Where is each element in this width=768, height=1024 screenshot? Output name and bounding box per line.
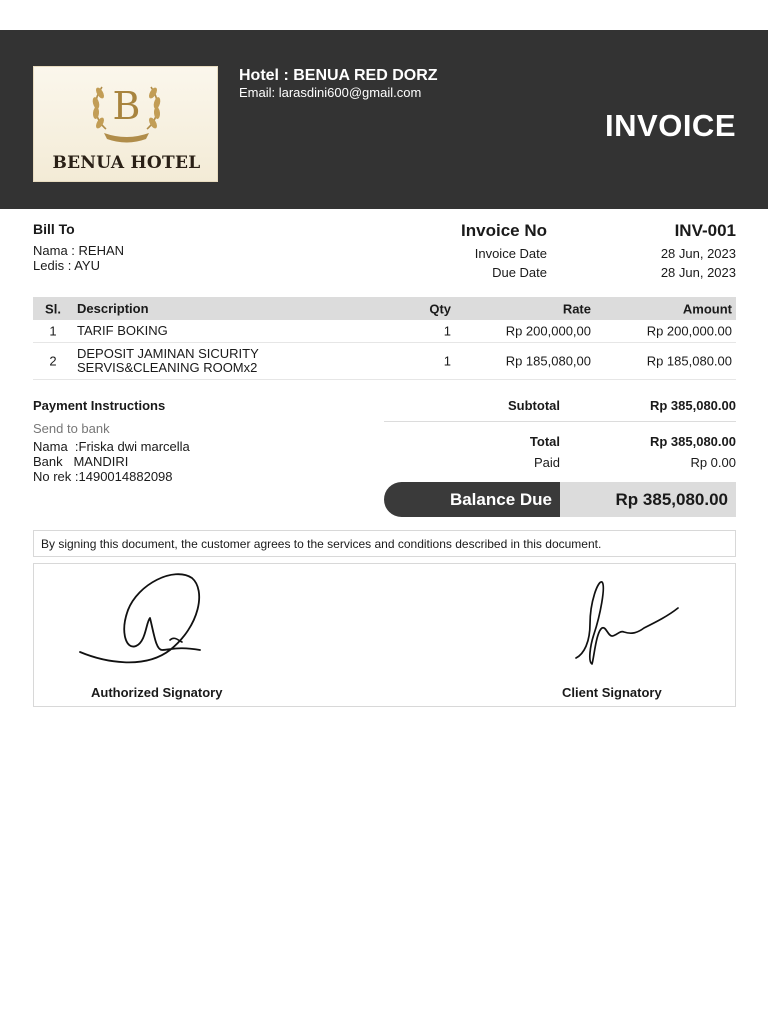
- payment-bank: Bank MANDIRI: [33, 454, 129, 469]
- hotel-logo: [33, 66, 218, 182]
- header-rate: Rate: [562, 301, 591, 316]
- payment-name: Nama :Friska dwi marcella: [33, 439, 190, 454]
- invoice-title: INVOICE: [605, 108, 736, 143]
- row-sl: 2: [49, 353, 57, 369]
- row-qty: 1: [443, 353, 451, 369]
- signature-box: [33, 563, 736, 707]
- row-rate: Rp 200,000,00: [505, 323, 591, 339]
- payment-account: No rek :1490014882098: [33, 469, 173, 484]
- payment-subtitle: Send to bank: [33, 421, 110, 436]
- authorized-signatory-label: Authorized Signatory: [91, 685, 223, 700]
- paid-label: Paid: [533, 455, 560, 470]
- bill-to-label: Bill To: [33, 221, 75, 237]
- total-value: Rp 385,080.00: [649, 434, 736, 449]
- header-description: Description: [77, 300, 149, 316]
- row-description: [77, 347, 397, 375]
- due-date-value: 28 Jun, 2023: [660, 265, 736, 280]
- table-row: [33, 320, 736, 343]
- svg-text:B: B: [112, 84, 141, 128]
- row-amount: Rp 200,000.00: [646, 323, 732, 339]
- terms-text: By signing this document, the customer agrees to the services and conditions described in this document.: [33, 530, 736, 557]
- header-sl: Sl.: [45, 301, 61, 316]
- client-signature-image: [564, 572, 684, 672]
- payment-instructions-title: Payment Instructions: [33, 398, 166, 413]
- table-header-row: [33, 297, 736, 320]
- table-row: [33, 343, 736, 380]
- header-amount: Amount: [682, 301, 732, 316]
- invoice-date-label: Invoice Date: [474, 246, 547, 261]
- row-description-line: DEPOSIT JAMINAN SICURITY: [77, 346, 259, 361]
- client-signatory-label: Client Signatory: [562, 685, 662, 700]
- invoice-number-value: INV-001: [674, 221, 736, 240]
- total-label: Total: [529, 434, 560, 449]
- balance-due-label: Balance Due: [449, 490, 552, 509]
- invoice-date-value: 28 Jun, 2023: [660, 246, 736, 261]
- hotel-email: Email: larasdini600@gmail.com: [239, 85, 422, 100]
- header-qty: Qty: [429, 301, 451, 316]
- invoice-header: [0, 30, 768, 209]
- bill-to-name: Nama : REHAN: [33, 243, 125, 258]
- due-date-label: Due Date: [492, 265, 547, 280]
- row-description: TARIF BOKING: [77, 323, 168, 338]
- row-amount: Rp 185,080.00: [646, 353, 732, 369]
- invoice-number-label: Invoice No: [461, 221, 547, 240]
- items-table: [33, 297, 736, 380]
- row-sl: 1: [49, 323, 57, 339]
- bill-to-ledis: Ledis : AYU: [33, 258, 100, 273]
- balance-due-value: Rp 385,080.00: [615, 490, 728, 509]
- paid-value: Rp 0.00: [690, 455, 736, 470]
- subtotal-label: Subtotal: [508, 398, 560, 413]
- authorized-signature-image: [74, 570, 214, 670]
- row-qty: 1: [443, 323, 451, 339]
- subtotal-value: Rp 385,080.00: [649, 398, 736, 413]
- hotel-name: Hotel : BENUA RED DORZ: [239, 67, 438, 84]
- row-rate: Rp 185,080,00: [505, 353, 591, 369]
- summary-divider: [384, 421, 736, 422]
- logo-text: BENUA HOTEL: [52, 153, 201, 173]
- row-description-line: SERVIS&CLEANING ROOMx2: [77, 360, 258, 375]
- balance-due-bar: [384, 482, 736, 517]
